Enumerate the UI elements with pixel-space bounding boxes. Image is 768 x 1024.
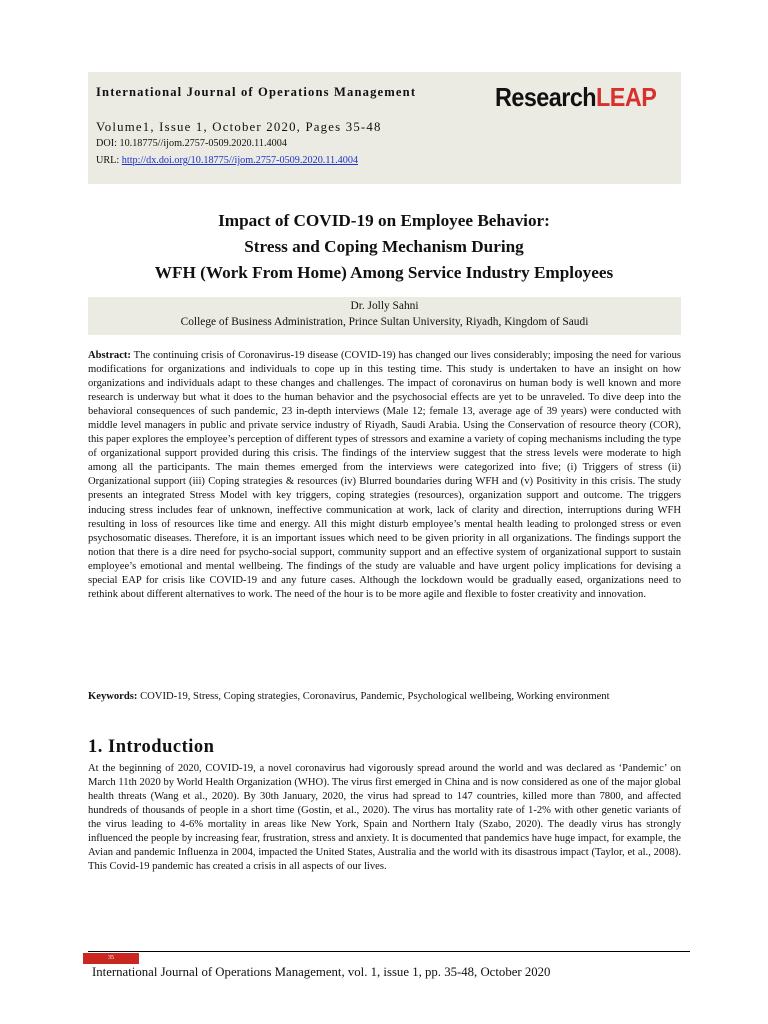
abstract [88, 349, 681, 602]
introduction-text: At the beginning of 2020, COVID-19, a novel coronavirus had vigorously spread around the world and was declared as ‘Pandemic’ on March 11th 2020 by World Health Organization (WHO). The virus first emerged in China and is now considered as one of the major global health threats (Wang et al., 2020). By 30th January, 2020, the virus had spread to 147 countries, killed more than 7800, and affected hundreds of thousands of people in a short time (Gostin, et al., 2020). The virus has mortality rate of 1-2% with other genetic variants of the virus leading to 4-6% mortality in areas like New York, Spain and Northern Italy (Szabo, 2020). The deadly virus has strongly influenced the people by increasing fear, frustration, stress and anxiety. It is documented that pandemics have huge impact, for example, the Avian and pandemic Influenza in 2004, impacted the United States, Australia and the world with its disastrous impact (Taylor, et al., 2008). This Covid-19 pandemic has created a crisis in all aspects of our lives. [88, 763, 681, 873]
journal-name: International Journal of Operations Management [96, 85, 417, 99]
keywords [88, 690, 681, 704]
author-name: Dr. Jolly Sahni [350, 300, 419, 312]
abstract-text: The continuing crisis of Coronavirus-19 disease (COVID-19) has changed our lives considerably; imposing the need for various modifications for organizations and individuals to cope up in this testing time. This study is undertaken to have an insight on how organizations and individuals adapt to these changes and challenges. The impact of coronavirus on human body is well known and more research is underway but what it does to the human behavior and the psychosocial effects are yet to be unraveled. To dive deep into the behavioral consequences of such pandemic, 23 in-depth interviews (Male 12; female 13, average age of 39 years) were conducted with middle level managers in public and private service industry of Riyadh, Saudi Arabia. Using the Conservation of resource theory (COR), this paper explores the employee’s perception of different types of stressors and examine a variety of coping mechanisms including the type of organizational support provided during this crisis. The findings of the interview suggest that the stress levels were moderate to high among all the participants. The main themes emerged from the interviews were categorized into five; (i) Triggers of stress (ii) Organizational support (iii) Coping strategies & resources (iv) Blurred boundaries during WFH and (v) Positivity in this crisis. The study presents an integrated Stress Model with key triggers, coping strategies (resources), organization support and outcome. The triggers inducing stress includes fear of unknown, ineffective communication at work, lack of clarity and direction, interruptions during WFH resulting in loss of resources like time and energy. All this might disturb employee’s mental health leading to prolonged stress or even psychosomatic diseases. Therefore, it is an important issues which need to be given priority in all organizations. The findings support the notion that there is a dire need for psycho-social support, community support and an effective system of organizational support to sustain employee’s emotional and mental wellbeing. The findings of the study are valuable and have urgent policy implications for devising a special EAP for crisis like COVID-19 and any future cases. Although the lockdown would be gradually eased, organizations need to rethink about different alternatives to work. The need of the hour is to be more agile and flexible to foster creativity and innovation. [88, 350, 681, 600]
abstract-label: Abstract: [88, 350, 131, 361]
author-affiliation: College of Business Administration, Prince Sultan University, Riyadh, Kingdom of Saudi [180, 316, 589, 328]
logo-leap: LEAP [596, 82, 657, 112]
doi-link[interactable]: http://dx.doi.org/10.18775//ijom.2757-0509.2020.11.4004 [121, 155, 359, 166]
doi: DOI: 10.18775//ijom.2757-0509.2020.11.4004 [96, 138, 287, 149]
title-line-2: Stress and Coping Mechanism During [244, 237, 524, 256]
title-line-1: Impact of COVID-19 on Employee Behavior: [218, 211, 550, 230]
url-label: URL: [96, 155, 122, 166]
keywords-text: COVID-19, Stress, Coping strategies, Coronavirus, Pandemic, Psychological wellbeing, Working environment [140, 691, 610, 702]
paper-title [0, 208, 768, 286]
researchleap-logo [495, 82, 656, 113]
url-line [96, 155, 358, 166]
footer-divider [88, 951, 690, 952]
page-number: 35 [83, 953, 139, 964]
keywords-label: Keywords: [88, 691, 138, 702]
logo-research: Research [495, 82, 597, 112]
introduction-heading: 1. Introduction [88, 737, 215, 757]
title-line-3: WFH (Work From Home) Among Service Industry Employees [154, 263, 614, 282]
volume-info: Volume1, Issue 1, October 2020, Pages 35-48 [96, 120, 382, 134]
journal-header [88, 72, 681, 184]
author-block [88, 297, 681, 335]
footer-citation: International Journal of Operations Management, vol. 1, issue 1, pp. 35-48, October 2020 [92, 965, 551, 979]
